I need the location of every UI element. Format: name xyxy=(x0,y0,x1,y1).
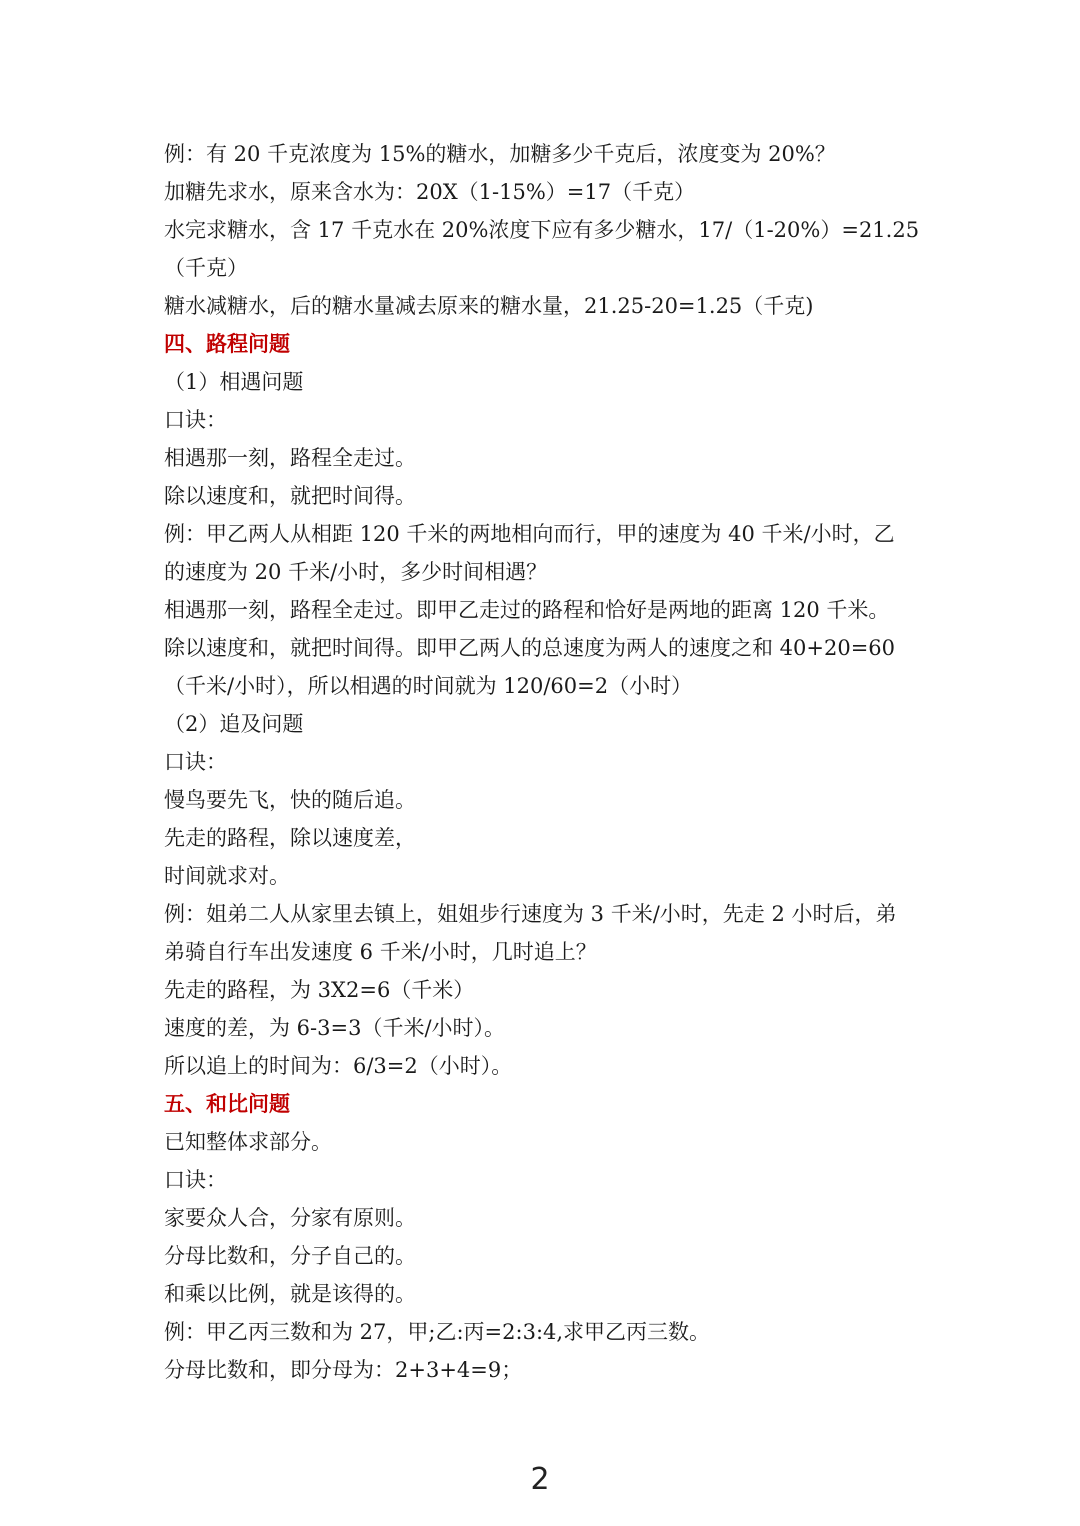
text-line: （千米/小时），所以相遇的时间就为 120/60=2（小时） xyxy=(164,674,693,698)
text-line: 速度的差，为 6-3=3（千米/小时）。 xyxy=(164,1016,506,1040)
text-line: 弟骑自行车出发速度 6 千米/小时，几时追上？ xyxy=(164,940,597,964)
text-line: 所以追上的时间为：6/3=2（小时）。 xyxy=(164,1054,513,1078)
text-line: 除以速度和，就把时间得。 xyxy=(164,484,416,508)
text-line: 先走的路程，为 3X2=6（千米） xyxy=(164,978,475,1002)
section-heading: 五、和比问题 xyxy=(164,1091,290,1116)
text-line: 相遇那一刻，路程全走过。 xyxy=(164,446,416,470)
text-line: （2）追及问题 xyxy=(164,712,304,736)
text-line: 水完求糖水，含 17 千克水在 20%浓度下应有多少糖水，17/（1-20%）=21.25 xyxy=(164,218,920,242)
text-line: 和乘以比例，就是该得的。 xyxy=(164,1282,416,1306)
text-line: 时间就求对。 xyxy=(164,864,290,888)
text-line: 口诀： xyxy=(164,1168,227,1192)
text-line: 家要众人合，分家有原则。 xyxy=(164,1206,416,1230)
text-line: 口诀： xyxy=(164,408,227,432)
text-line: 相遇那一刻，路程全走过。即甲乙走过的路程和恰好是两地的距离 120 千米。 xyxy=(164,598,890,622)
document-body xyxy=(164,135,924,1389)
text-line: 例：有 20 千克浓度为 15%的糖水，加糖多少千克后，浓度变为 20%？ xyxy=(164,142,836,166)
text-line: 例：甲乙两人从相距 120 千米的两地相向而行，甲的速度为 40 千米/小时，乙 xyxy=(164,522,895,546)
text-line: 加糖先求水，原来含水为：20X（1-15%）=17（千克） xyxy=(164,180,696,204)
text-line: 已知整体求部分。 xyxy=(164,1130,332,1154)
section-heading: 四、路程问题 xyxy=(164,331,290,356)
text-line: 分母比数和，即分母为：2+3+4=9； xyxy=(164,1358,523,1382)
page-number: 2 xyxy=(530,1462,550,1497)
text-line: 除以速度和，就把时间得。即甲乙两人的总速度为两人的速度之和 40+20=60 xyxy=(164,636,896,660)
text-line: （1）相遇问题 xyxy=(164,370,304,394)
text-line: 先走的路程，除以速度差， xyxy=(164,826,416,850)
text-line: 糖水减糖水，后的糖水量减去原来的糖水量，21.25-20=1.25（千克) xyxy=(164,294,814,318)
text-line: 例：姐弟二人从家里去镇上，姐姐步行速度为 3 千米/小时，先走 2 小时后，弟 xyxy=(164,902,897,926)
text-line: （千克） xyxy=(164,256,248,280)
text-line: 的速度为 20 千米/小时，多少时间相遇？ xyxy=(164,560,548,584)
text-line: 分母比数和，分子自己的。 xyxy=(164,1244,416,1268)
text-line: 慢鸟要先飞，快的随后追。 xyxy=(164,788,416,812)
text-line: 口诀： xyxy=(164,750,227,774)
text-line: 例：甲乙丙三数和为 27，甲;乙:丙=2:3:4,求甲乙丙三数。 xyxy=(164,1320,711,1344)
